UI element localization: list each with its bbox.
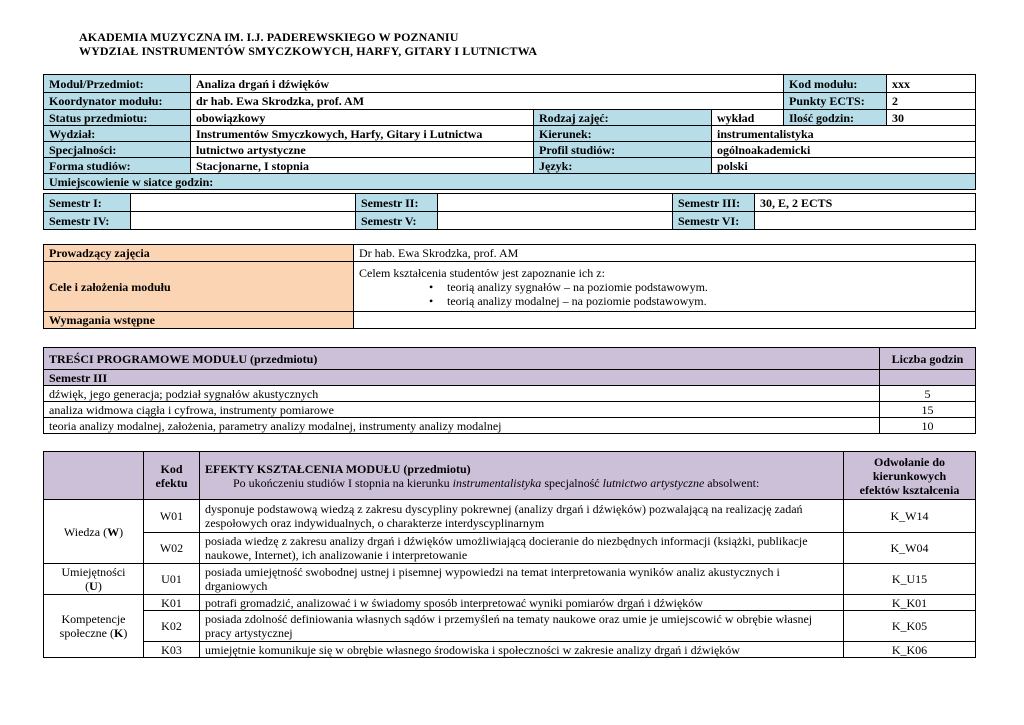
- semester-6-value: [755, 212, 976, 230]
- outcomes-title: EFEKTY KSZTAŁCENIA MODUŁU (przedmiotu): [205, 461, 471, 476]
- semester-5-label: Semestr V:: [356, 212, 438, 230]
- language-value: polski: [712, 158, 976, 174]
- semester-2-label: Semestr II:: [356, 194, 438, 212]
- outcome-text: posiada umiejętność swobodnej ustnej i pisemnej wypowiedzi na temat interpretowania wyników analiz akustycznych i drganiowych: [200, 564, 844, 595]
- specialty-label: Specjalności:: [44, 142, 191, 158]
- table-row: dźwięk, jego generacja; podział sygnałów akustycznych: [44, 386, 880, 402]
- module-label: Moduł/Przedmiot:: [44, 75, 191, 93]
- skills-category: Umiejętności (U): [44, 564, 144, 595]
- module-code-label: Kod modułu:: [784, 75, 887, 93]
- instructor-value: Dr hab. Ewa Skrodzka, prof. AM: [354, 245, 976, 262]
- table-row: analiza widmowa ciągła i cyfrowa, instrumenty pomiarowe: [44, 402, 880, 418]
- outcome-text: posiada zdolność definiowania własnych sądów i przemyśleń na tematy naukowe oraz umie je umiejscowić w obrębie własnej pracy artystycznej: [200, 611, 844, 642]
- prerequisites-label: Wymagania wstępne: [44, 312, 354, 329]
- goals-content: [354, 262, 976, 312]
- goals-intro: Celem kształcenia studentów jest zapoznanie ich z:: [359, 265, 605, 280]
- outcome-text: umiejętnie komunikuje się w obrębie własnego środowiska i społeczności w zakresie analizy drgań i dźwięków: [200, 642, 844, 658]
- prerequisites-value: [354, 312, 976, 329]
- bullet-icon: •: [429, 293, 434, 308]
- semester-2-value: [438, 194, 673, 212]
- outcome-code: K03: [144, 642, 200, 658]
- study-form-label: Forma studiów:: [44, 158, 191, 174]
- outcome-reference: K_K05: [844, 611, 976, 642]
- goals-list: [359, 280, 970, 308]
- semester-3-value: 30, E, 2 ECTS: [755, 194, 976, 212]
- module-code-value: xxx: [887, 75, 976, 93]
- outcome-code: W02: [144, 533, 200, 564]
- hours-value: 30: [887, 110, 976, 126]
- faculty-name: WYDZIAŁ INSTRUMENTÓW SMYCZKOWYCH, HARFY, GITARY I LUTNICTWA: [79, 44, 538, 58]
- study-form-value: Stacjonarne, I stopnia: [191, 158, 534, 174]
- instructor-label: Prowadzący zajęcia: [44, 245, 354, 262]
- semester-grid-table: [43, 193, 976, 230]
- outcome-text: dysponuje podstawową wiedzą z zakresu dyscypliny pokrewnej (analizy drgań i dźwięków) pozwalającą na realizację zadań zespołowych oraz indywidualnych, o charakterze interdyscyplinarnym: [200, 500, 844, 533]
- goals-item: • teorią analizy modalnej – na poziomie podstawowym.: [429, 293, 707, 308]
- faculty-value: Instrumentów Smyczkowych, Harfy, Gitary i Lutnictwa: [191, 126, 534, 142]
- academy-name: AKADEMIA MUZYCZNA IM. I.J. PADEREWSKIEGO W POZNANIU: [79, 30, 459, 44]
- schedule-placement-label: Umiejscowienie w siatce godzin:: [44, 174, 976, 190]
- outcome-text: potrafi gromadzić, analizować i w świadomy sposób interpretować wyniki pomiarów drgań i dźwięków: [200, 595, 844, 611]
- outcome-code-header: Kod efektu: [144, 452, 200, 500]
- class-type-label: Rodzaj zajęć:: [534, 110, 712, 126]
- semester-6-label: Semestr VI:: [673, 212, 755, 230]
- class-type-value: wykład: [712, 110, 784, 126]
- coordinator-label: Koordynator modułu:: [44, 93, 191, 110]
- outcome-code: K02: [144, 611, 200, 642]
- goals-item: • teorią analizy sygnałów – na poziomie podstawowym.: [429, 279, 708, 294]
- semester-4-label: Semestr IV:: [44, 212, 131, 230]
- module-value: Analiza drgań i dźwięków: [191, 75, 784, 93]
- bullet-icon: •: [429, 279, 434, 294]
- social-competences-category: Kompetencje społeczne (K): [44, 595, 144, 658]
- ects-label: Punkty ECTS:: [784, 93, 887, 110]
- hours-label: Ilość godzin:: [784, 110, 887, 126]
- coordinator-value: dr hab. Ewa Skrodzka, prof. AM: [191, 93, 784, 110]
- status-label: Status przedmiotu:: [44, 110, 191, 126]
- outcome-reference: K_K01: [844, 595, 976, 611]
- semester-3-label: Semestr III:: [673, 194, 755, 212]
- status-value: obowiązkowy: [191, 110, 534, 126]
- outcome-code: K01: [144, 595, 200, 611]
- language-label: Język:: [534, 158, 712, 174]
- outcome-code: W01: [144, 500, 200, 533]
- field-outcomes-reference-header: Odwołanie do kierunkowych efektów kształcenia: [844, 452, 976, 500]
- profile-value: ogólnoakademicki: [712, 142, 976, 158]
- hours-cell: 15: [880, 402, 976, 418]
- specialty-value: lutnictwo artystyczne: [191, 142, 534, 158]
- outcome-reference: K_U15: [844, 564, 976, 595]
- semester-5-value: [438, 212, 673, 230]
- hours-cell: 10: [880, 418, 976, 434]
- faculty-label: Wydział:: [44, 126, 191, 142]
- table-row: teoria analizy modalnej, założenia, parametry analizy modalnej, instrumenty analizy modalnej: [44, 418, 880, 434]
- knowledge-category: Wiedza (W): [44, 500, 144, 564]
- program-content-table: [43, 347, 976, 434]
- outcome-code: U01: [144, 564, 200, 595]
- semester-heading: Semestr III: [44, 370, 880, 386]
- program-content-title: TREŚCI PROGRAMOWE MODUŁU (przedmiotu): [44, 348, 880, 370]
- outcomes-subtitle: Po ukończeniu studiów I stopnia na kierunku instrumentalistyka specjalność lutnictwo artystyczne absolwent:: [233, 475, 760, 490]
- hours-count-header: Liczba godzin: [880, 348, 976, 370]
- outcome-reference: K_K06: [844, 642, 976, 658]
- module-info-table: [43, 74, 976, 190]
- outcome-reference: K_W04: [844, 533, 976, 564]
- field-value: instrumentalistyka: [712, 126, 976, 142]
- outcome-text: posiada wiedzę z zakresu analizy drgań i dźwięków umożliwiającą docieranie do niezbędnych informacji (książki, publikacje naukowe, Internet), ich analizowanie i interpretowanie: [200, 533, 844, 564]
- hours-cell: 5: [880, 386, 976, 402]
- outcomes-title-cell: [200, 452, 844, 500]
- ects-value: 2: [887, 93, 976, 110]
- semester-1-value: [131, 194, 356, 212]
- instructor-table: [43, 244, 976, 329]
- field-label: Kierunek:: [534, 126, 712, 142]
- learning-outcomes-table: [43, 451, 976, 658]
- profile-label: Profil studiów:: [534, 142, 712, 158]
- outcome-reference: K_W14: [844, 500, 976, 533]
- semester-4-value: [131, 212, 356, 230]
- goals-label: Cele i założenia modułu: [44, 262, 354, 312]
- semester-1-label: Semestr I:: [44, 194, 131, 212]
